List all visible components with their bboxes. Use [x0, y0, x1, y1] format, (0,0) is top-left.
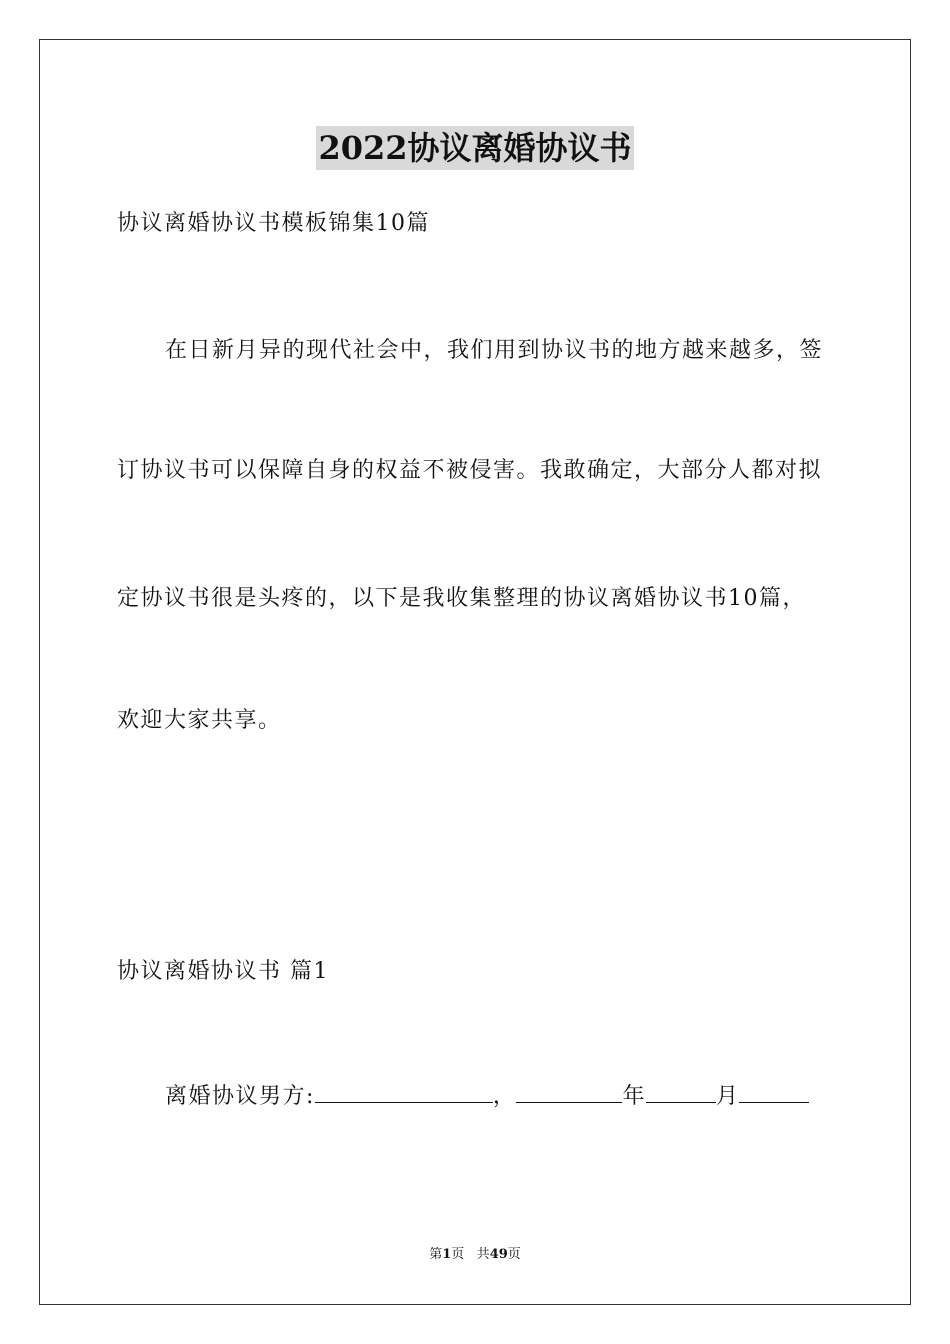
paragraph-line-4: 欢迎大家共享。: [117, 708, 282, 733]
title-container: [0, 126, 950, 170]
form-line-husband: [165, 1082, 809, 1112]
page-number: 1: [442, 1247, 452, 1262]
page-suffix: 页: [451, 1247, 465, 1262]
month-label: 月: [715, 1084, 740, 1109]
paragraph-line-3: 定协议书很是头疼的，以下是我收集整理的协议离婚协议书10篇，: [117, 586, 806, 611]
paragraph-line-2: 订协议书可以保障自身的权益不被侵害。我敢确定，大部分人都对拟: [117, 458, 823, 483]
total-pages: 49: [489, 1247, 508, 1262]
document-title: 2022协议离婚协议书: [316, 126, 633, 170]
name-blank[interactable]: [315, 1082, 493, 1103]
year-blank[interactable]: [516, 1082, 622, 1103]
page-footer: [0, 1246, 950, 1264]
form-label: 离婚协议男方:: [165, 1084, 315, 1109]
total-suffix: 页: [507, 1247, 521, 1262]
document-subtitle: 协议离婚协议书模板锦集10篇: [117, 211, 430, 236]
paragraph-line-1: 在日新月异的现代社会中，我们用到协议书的地方越来越多，签: [165, 338, 824, 363]
year-label: 年: [622, 1084, 646, 1109]
total-prefix: 共: [476, 1247, 490, 1262]
month-blank[interactable]: [646, 1082, 716, 1103]
page-prefix: 第: [429, 1247, 443, 1262]
day-blank[interactable]: [739, 1082, 809, 1103]
form-comma: ，: [492, 1084, 517, 1109]
section-heading: 协议离婚协议书 篇1: [117, 959, 329, 984]
